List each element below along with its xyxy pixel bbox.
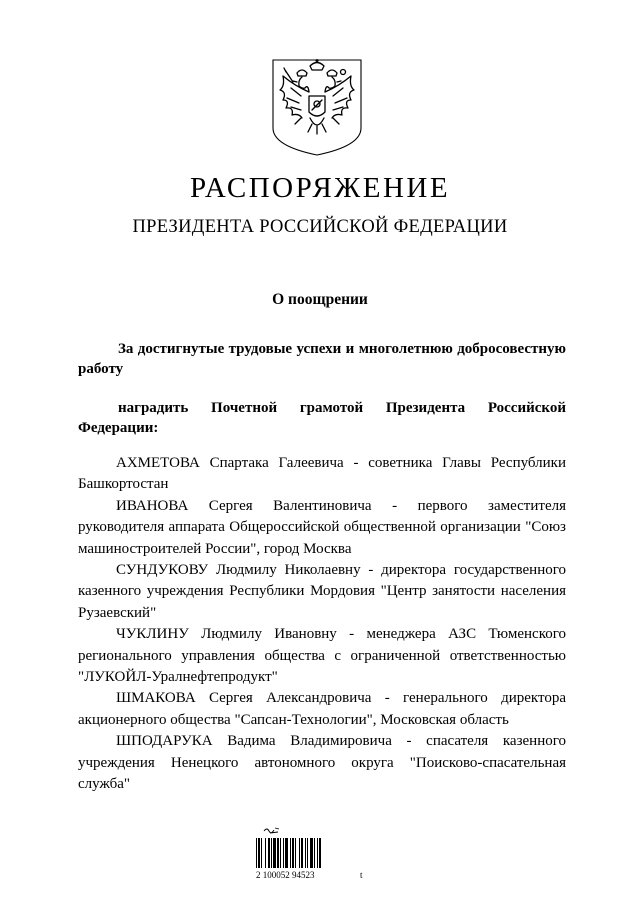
barcode-number: 2 100052 94523 <box>256 870 315 880</box>
awardee-entry: АХМЕТОВА Спартака Галеевича - советника Главы Республики Башкортостан <box>78 455 566 493</box>
barcode-icon <box>256 826 356 870</box>
decision-paragraph: наградить Почетной грамотой Президента Российской Федерации: <box>78 400 566 436</box>
barcode-trailing-mark: t <box>360 870 363 880</box>
russian-coat-of-arms-icon <box>271 58 363 156</box>
reason-paragraph: За достигнутые трудовые успехи и многолетнюю добросовестную работу <box>78 341 566 377</box>
document-barcode <box>256 826 363 886</box>
document-subject: О поощрении <box>272 291 368 308</box>
awardee-entry: СУНДУКОВУ Людмилу Николаевну - директора государственного казенного учреждения Республики Мордовия "Центр занятости населения Рузаевский" <box>78 562 566 621</box>
document-type-title: РАСПОРЯЖЕНИЕ <box>189 172 451 204</box>
awardee-entry: ШМАКОВА Сергея Александровича - генерального директора акционерного общества "Сапсан-Технологии", Московская область <box>78 690 566 728</box>
awardee-entry: ШПОДАРУКА Вадима Владимировича - спасателя казенного учреждения Ненецкого автономного округа "Поисково-спасательная служба" <box>78 733 566 793</box>
issuer-subtitle: ПРЕЗИДЕНТА РОССИЙСКОЙ ФЕДЕРАЦИИ <box>132 217 508 237</box>
awardee-entry: ИВАНОВА Сергея Валентиновича - первого заместителя руководителя аппарата Общероссийской общественной организации "Союз машиностроителей России", город Москва <box>78 497 566 557</box>
handwritten-mark-icon <box>264 828 279 833</box>
awardee-list <box>78 453 566 796</box>
awardee-entry: ЧУКЛИНУ Людмилу Ивановну - менеджера АЗС Тюменского регионального управления общества с ограниченной ответственностью "ЛУКОЙЛ-Уралнефтепродукт" <box>78 626 566 686</box>
